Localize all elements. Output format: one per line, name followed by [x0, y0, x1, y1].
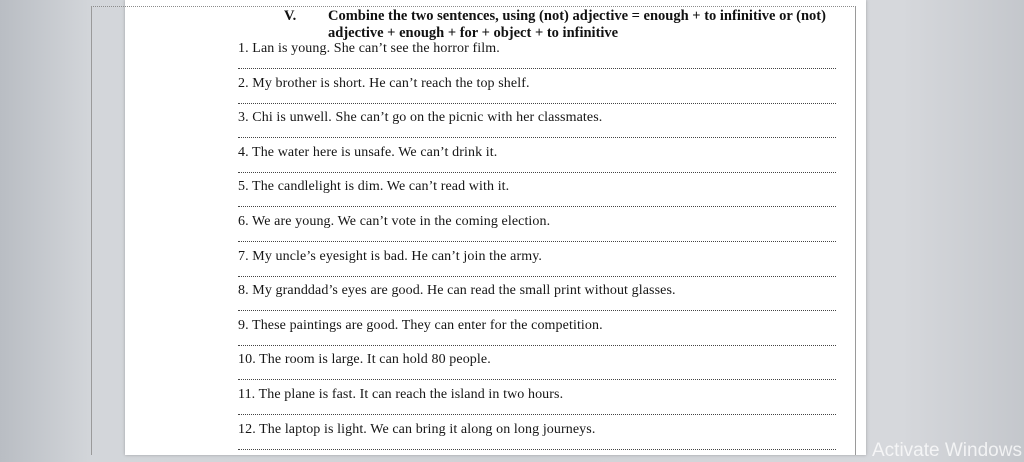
answer-line	[238, 206, 836, 207]
activation-watermark: Activate Windows	[872, 440, 1022, 461]
answer-line	[238, 241, 836, 242]
exercise-sentence: 4. The water here is unsafe. We can’t drink it.	[238, 144, 498, 160]
exercise-sentence: 7. My uncle’s eyesight is bad. He can’t join the army.	[238, 248, 543, 264]
exercise-item	[238, 144, 838, 179]
exercise-sentence: 12. The laptop is light. We can bring it along on long journeys.	[238, 421, 596, 437]
exercise-list	[238, 40, 838, 455]
answer-line	[238, 172, 836, 173]
answer-line	[238, 310, 836, 311]
answer-line	[238, 137, 836, 138]
exercise-item	[238, 40, 838, 75]
answer-line	[238, 414, 836, 415]
answer-line	[238, 345, 836, 346]
section-number: V.	[284, 8, 297, 24]
exercise-sentence: 10. The room is large. It can hold 80 people.	[238, 352, 491, 368]
exercise-item	[238, 248, 838, 283]
exercise-sentence: 6. We are young. We can’t vote in the coming election.	[238, 213, 551, 229]
answer-line	[238, 103, 836, 104]
exercise-item	[238, 282, 838, 317]
exercise-sentence: 5. The candlelight is dim. We can’t read with it.	[238, 179, 510, 195]
exercise-item	[238, 351, 838, 386]
exercise-sentence: 2. My brother is short. He can’t reach the top shelf.	[238, 75, 530, 91]
answer-line	[238, 449, 836, 450]
exercise-item	[238, 109, 838, 144]
exercise-item	[238, 386, 838, 421]
exercise-sentence: 3. Chi is unwell. She can’t go on the picnic with her classmates.	[238, 110, 603, 126]
instruction-line-1: Combine the two sentences, using (not) adjective = enough + to infinitive or (not)	[328, 8, 826, 24]
instruction-line-2: adjective + enough + for + object + to infinitive	[328, 25, 619, 41]
exercise-item	[238, 317, 838, 352]
exercise-sentence: 1. Lan is young. She can’t see the horror film.	[238, 41, 500, 56]
exercise-item	[238, 421, 838, 456]
exercise-item	[238, 75, 838, 110]
exercise-sentence: 8. My granddad’s eyes are good. He can read the small print without glasses.	[238, 283, 676, 299]
exercise-item	[238, 178, 838, 213]
answer-line	[238, 379, 836, 380]
exercise-item	[238, 213, 838, 248]
exercise-sentence: 11. The plane is fast. It can reach the island in two hours.	[238, 386, 564, 402]
exercise-sentence: 9. These paintings are good. They can enter for the competition.	[238, 317, 603, 333]
answer-line	[238, 276, 836, 277]
answer-line	[238, 68, 836, 69]
